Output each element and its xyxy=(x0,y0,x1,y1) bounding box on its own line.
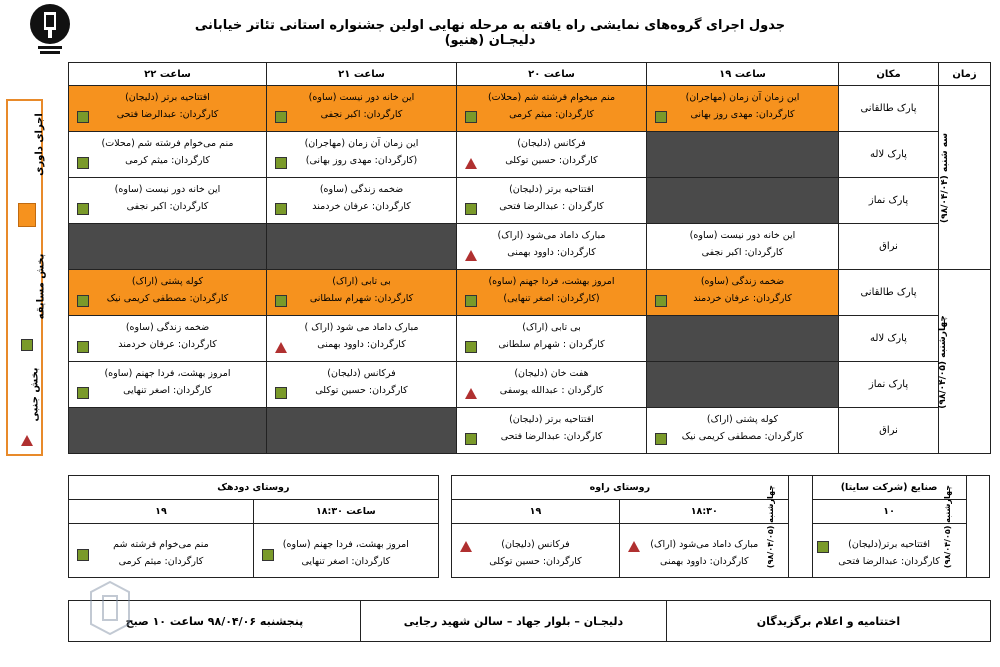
show-director: کارگردان: داوود بهمنی xyxy=(507,247,596,258)
legend xyxy=(6,99,47,456)
green-square-icon xyxy=(77,387,89,399)
show-cell xyxy=(457,408,647,454)
show-cell xyxy=(647,270,839,316)
show-cell xyxy=(69,132,267,178)
closing-datetime: پنجشنبه ۹۸/۰۴/۰۶ ساعت ۱۰ صبح xyxy=(69,601,361,642)
show-title: این خانه دور نیست (ساوه) xyxy=(689,230,796,241)
show-cell xyxy=(457,316,647,362)
show-cell xyxy=(457,132,647,178)
festival-logo-icon xyxy=(28,2,72,58)
show-cell xyxy=(69,362,267,408)
header-time: زمان xyxy=(939,63,991,86)
spacer xyxy=(438,476,451,578)
green-square-icon xyxy=(77,549,89,561)
show-title: بی تابی (اراک) xyxy=(332,276,391,287)
show-cell xyxy=(267,270,457,316)
green-square-icon xyxy=(465,433,477,445)
show-cell xyxy=(69,270,267,316)
sanaye-header: صنایع (شرکت سایتا) xyxy=(812,476,966,500)
show-title: افتتاحیه برتر (دلیجان) xyxy=(125,92,210,103)
green-square-icon xyxy=(262,549,274,561)
show-cell xyxy=(267,132,457,178)
show-title: منم می‌خوام فرشته شم xyxy=(113,538,209,550)
show-director: کارگردان: عبدالرضا فتحی xyxy=(116,109,219,120)
green-square-icon xyxy=(655,295,667,307)
show-cell xyxy=(69,86,267,132)
show-cell xyxy=(451,524,620,578)
show-cell xyxy=(457,86,647,132)
green-square-icon xyxy=(275,157,287,169)
show-director: کارگردان: مصطفی کریمی نیک xyxy=(106,293,229,304)
show-director: کارگردان: حسین توکلی xyxy=(315,385,408,396)
show-cell xyxy=(69,316,267,362)
show-director: کارگردان : عبدالرضا فتحی xyxy=(499,201,604,212)
show-title: کوله پشتی (اراک) xyxy=(706,414,779,425)
raveh-time-2: ۱۹ xyxy=(451,500,620,524)
show-title: امروز بهشت، فردا جهنم (ساوه) xyxy=(488,276,615,287)
green-square-icon xyxy=(655,111,667,123)
venue-taleghani: پارک طالقانی xyxy=(839,270,939,316)
venue-laleh: پارک لاله xyxy=(839,132,939,178)
show-title: مبارک داماد می شود (اراک ) xyxy=(304,322,419,333)
header-22: ساعت ۲۲ xyxy=(69,63,267,86)
show-title: افتتاحیه برتر (دلیجان) xyxy=(509,414,594,425)
show-director: کارگردان: اصغر تنهایی xyxy=(301,555,391,567)
venue-namaz: پارک نماز xyxy=(839,178,939,224)
table-row xyxy=(69,132,991,178)
show-title: منم می‌خوام فرشته شم (محلات) xyxy=(101,138,234,149)
green-square-icon xyxy=(21,339,33,351)
show-title: ضخمه زندگی (ساوه) xyxy=(125,322,210,333)
red-triangle-icon xyxy=(628,541,640,552)
show-director: کارگردان: عرفان خردمند xyxy=(118,339,217,350)
show-title: افتتاحیه برتر (دلیجان) xyxy=(509,184,594,195)
day-2-cell xyxy=(939,270,991,454)
red-triangle-icon xyxy=(465,388,477,399)
green-square-icon xyxy=(77,111,89,123)
show-director: کارگردان: اکبر نجفی xyxy=(320,109,403,120)
table-row xyxy=(69,178,991,224)
show-title: این خانه دور نیست (ساوه) xyxy=(308,92,415,103)
schedule-table xyxy=(68,62,991,454)
day-1-label: سه شنبه (۹۸/۰۴/۰۴) xyxy=(939,132,950,223)
show-title: ضخمه زندگی (ساوه) xyxy=(700,276,785,287)
show-title: مبارک داماد می‌شود (اراک) xyxy=(497,230,606,241)
show-director: کارگردان: حسین توکلی xyxy=(505,155,598,166)
empty-cell xyxy=(647,316,839,362)
header-21: ساعت ۲۱ xyxy=(267,63,457,86)
show-title: ضخمه زندگی (ساوه) xyxy=(319,184,404,195)
show-cell xyxy=(69,178,267,224)
closing-table xyxy=(68,600,991,642)
show-director: کارگردان: داوود بهمنی xyxy=(317,339,406,350)
page-title: جدول اجرای گروه‌های نمایشی راه یافته به مرحله نهایی اولین جشنواره استانی تئاتر خیابانی دلیجـان (هنیو) xyxy=(194,18,786,48)
show-title: امروز بهشت، فردا جهنم (ساوه) xyxy=(104,368,231,379)
show-cell xyxy=(457,178,647,224)
table-row xyxy=(69,408,991,454)
empty-cell xyxy=(647,362,839,408)
show-director: کارگردان : عبدالله یوسفی xyxy=(499,385,604,396)
show-director: کارگردان: میثم کرمی xyxy=(125,155,210,166)
table-row xyxy=(69,362,991,408)
red-triangle-icon xyxy=(465,250,477,261)
venue-namaz: پارک نماز xyxy=(839,362,939,408)
venue-taleghani: پارک طالقانی xyxy=(839,86,939,132)
show-cell xyxy=(812,524,966,578)
show-cell xyxy=(267,362,457,408)
show-title: فرکانس (دلیجان) xyxy=(327,368,396,379)
empty-cell xyxy=(267,408,457,454)
table-row xyxy=(69,86,991,132)
empty-cell xyxy=(69,408,267,454)
day-1-cell xyxy=(939,86,991,270)
legend-judge-label: اجرای داوری xyxy=(33,113,45,176)
show-director: کارگردان: عبدالرضا فتحی xyxy=(838,555,940,567)
table-row xyxy=(69,224,991,270)
raveh-time-1: ۱۸:۳۰ xyxy=(620,500,789,524)
show-cell xyxy=(69,524,254,578)
show-cell xyxy=(457,224,647,270)
show-title: امروز بهشت، فردا جهنم (ساوه) xyxy=(282,538,409,550)
venue-naragh: نراق xyxy=(839,224,939,270)
show-director: کارگردان: میثم کرمی xyxy=(118,555,204,567)
orange-swatch-icon xyxy=(18,203,36,227)
show-director: (کارگردان: اصغر تنهایی) xyxy=(503,293,600,304)
empty-cell xyxy=(647,132,839,178)
empty-cell xyxy=(267,224,457,270)
show-director: کارگردان: مصطفی کریمی نیک xyxy=(681,431,804,442)
show-cell xyxy=(457,362,647,408)
legend-competition-label: بخش مسابقه xyxy=(35,253,47,320)
legend-side xyxy=(8,363,45,422)
green-square-icon xyxy=(465,295,477,307)
green-square-icon xyxy=(275,111,287,123)
show-director: کارگردان : شهرام سلطانی xyxy=(498,339,605,350)
show-director: کارگردان: اکبر نجفی xyxy=(126,201,209,212)
day-2-label: چهارشنبه (۹۸/۰۴/۰۵) xyxy=(938,314,949,409)
show-title: کوله پشتی (اراک) xyxy=(131,276,204,287)
red-triangle-icon xyxy=(465,158,477,169)
legend-side-label: بخش جنبی xyxy=(29,367,41,422)
village-table xyxy=(68,475,990,578)
show-director: کارگردان: اکبر نجفی xyxy=(701,247,784,258)
village-day-a-label: چهارشنبه (۹۸/۰۴/۰۵) xyxy=(942,484,952,569)
red-triangle-icon xyxy=(275,342,287,353)
show-director: کارگردان: عرفان خردمند xyxy=(312,201,411,212)
sanaye-time: ۱۰ xyxy=(812,500,966,524)
closing-title: اختتامیه و اعلام برگزیدگان xyxy=(667,601,991,642)
header-19: ساعت ۱۹ xyxy=(647,63,839,86)
doodahak-header: روستای دودهک xyxy=(69,476,439,500)
green-square-icon xyxy=(465,341,477,353)
closing-location: دلیجـان – بلوار جهاد – سالن شهید رجایی xyxy=(361,601,667,642)
green-square-icon xyxy=(275,387,287,399)
show-director: (کارگردان: مهدی روز بهانی) xyxy=(305,155,418,166)
table-row xyxy=(69,270,991,316)
show-title: مبارک داماد می‌شود (اراک) xyxy=(650,538,759,550)
show-director: کارگردان: عرفان خردمند xyxy=(693,293,792,304)
red-triangle-icon xyxy=(21,435,33,446)
show-cell xyxy=(267,178,457,224)
green-square-icon xyxy=(77,341,89,353)
show-cell xyxy=(267,316,457,362)
show-director: کارگردان: شهرام سلطانی xyxy=(309,293,414,304)
green-square-icon xyxy=(465,111,477,123)
theater-watermark-icon xyxy=(85,578,135,638)
show-director: کارگردان: مهدی روز بهانی xyxy=(690,109,795,120)
green-square-icon xyxy=(655,433,667,445)
show-director: کارگردان: حسین توکلی xyxy=(489,555,582,567)
village-day-b-cell xyxy=(765,476,813,578)
empty-cell xyxy=(647,178,839,224)
village-day-a-cell xyxy=(942,476,990,578)
green-square-icon xyxy=(465,203,477,215)
show-director: کارگردان: میثم کرمی xyxy=(509,109,594,120)
legend-judge xyxy=(8,109,45,176)
legend-competition xyxy=(8,251,47,320)
show-title: بی تابی (اراک) xyxy=(522,322,581,333)
show-cell xyxy=(253,524,438,578)
show-title: فرکانس (دلیجان) xyxy=(501,538,570,550)
red-triangle-icon xyxy=(460,541,472,552)
show-cell xyxy=(647,408,839,454)
show-cell xyxy=(647,224,839,270)
doodahak-time-2: ۱۹ xyxy=(69,500,254,524)
header-place: مکان xyxy=(839,63,939,86)
header-20: ساعت ۲۰ xyxy=(457,63,647,86)
show-director: کارگردان: اصغر تنهایی xyxy=(123,385,212,396)
show-title: فرکانس (دلیجان) xyxy=(517,138,586,149)
show-cell xyxy=(647,86,839,132)
venue-laleh: پارک لاله xyxy=(839,316,939,362)
show-cell xyxy=(457,270,647,316)
show-director: کارگردان: داوود بهمنی xyxy=(660,555,749,567)
green-square-icon xyxy=(77,157,89,169)
raveh-header: روستای راوه xyxy=(451,476,789,500)
village-day-b-label: چهارشنبه (۹۸/۰۴/۰۵) xyxy=(765,484,775,569)
doodahak-time-1: ساعت ۱۸:۳۰ xyxy=(253,500,438,524)
show-title: این خانه دور نیست (ساوه) xyxy=(114,184,221,195)
empty-cell xyxy=(69,224,267,270)
show-title: هفت خان (دلیجان) xyxy=(514,368,589,379)
show-cell xyxy=(267,86,457,132)
show-title: افتتاحیه برتر(دلیجان) xyxy=(848,538,930,550)
green-square-icon xyxy=(817,541,829,553)
green-square-icon xyxy=(77,203,89,215)
show-director: کارگردان: عبدالرضا فتحی xyxy=(500,431,603,442)
venue-naragh: نراق xyxy=(839,408,939,454)
show-title: این زمان آن زمان (مهاجران) xyxy=(685,92,800,103)
green-square-icon xyxy=(275,295,287,307)
table-row xyxy=(69,316,991,362)
show-title: این زمان آن زمان (مهاجران) xyxy=(304,138,419,149)
show-cell xyxy=(620,524,789,578)
green-square-icon xyxy=(77,295,89,307)
green-square-icon xyxy=(275,203,287,215)
show-title: منم میخوام فرشته شم (محلات) xyxy=(487,92,616,103)
